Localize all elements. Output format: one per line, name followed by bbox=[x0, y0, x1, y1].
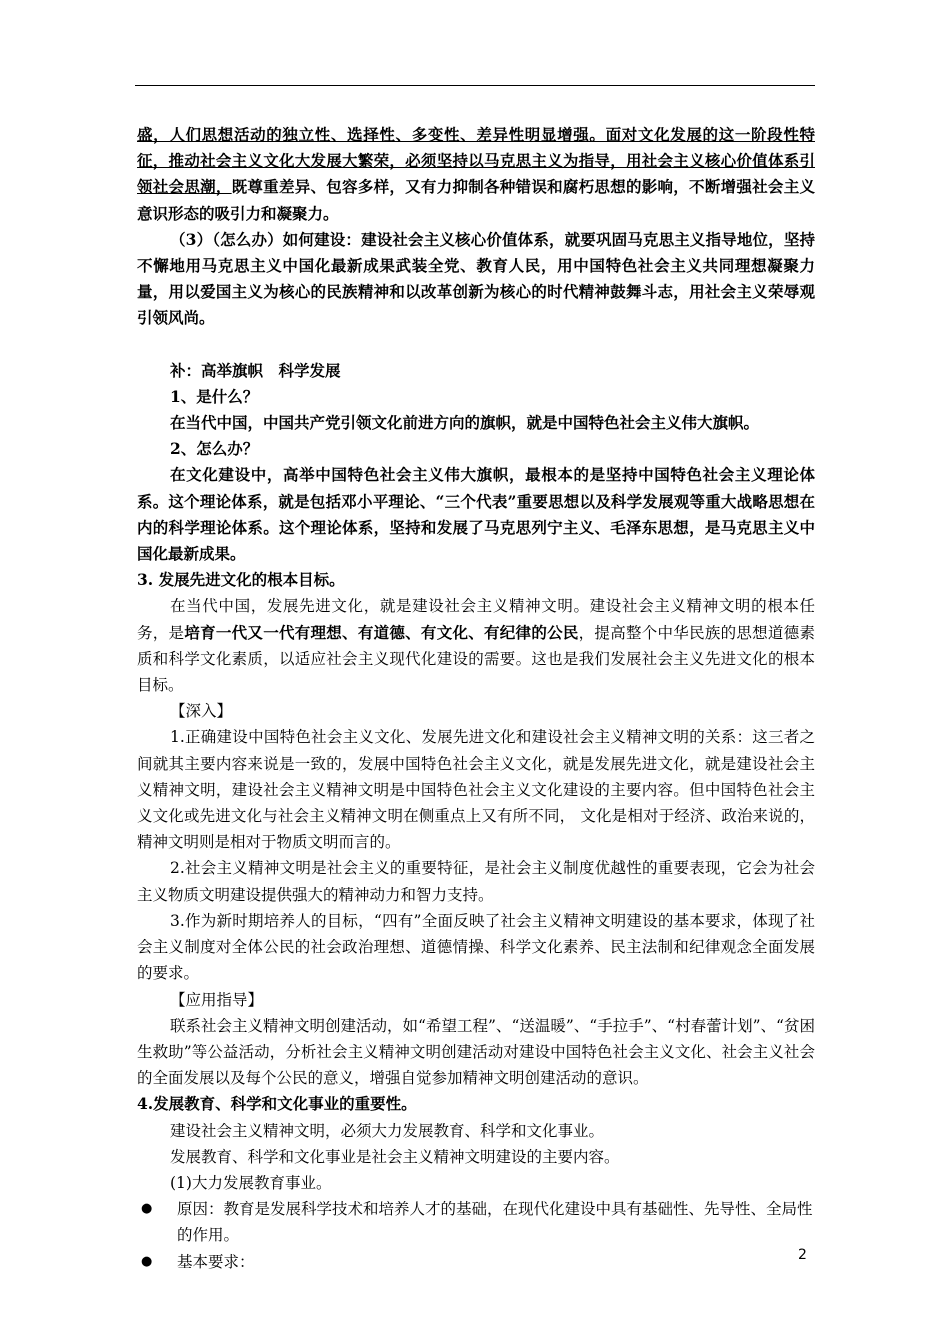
section-4-paragraph-3: (1)大力发展教育事业。 bbox=[170, 1173, 332, 1192]
section-4-paragraph-2: 发展教育、科学和文化事业是社会主义精神文明建设的主要内容。 bbox=[170, 1147, 620, 1166]
bullet-text: 基本要求： bbox=[177, 1252, 255, 1271]
bullet-text: 原因：教育是发展科学技术和培养人才的基础，在现代化建设中具有基础性、先导性、全局性的作用。 bbox=[177, 1200, 813, 1245]
header-rule bbox=[135, 85, 815, 86]
deep-item-1: 1.正确建设中国特色社会主义文化、发展先进文化和建设社会主义精神文明的关系：这三者之间就其主要内容来说是一致的，发展中国特色社会主义文化，就是发展先进文化，就是建设社会主义精神文明，建设社会主义精神文明是中国特色社会主义文化建设的主要内容。但中国特色社会主义文化或先进文化与社会主义精神文明在侧重点上又有所不同， 文化是相对于经济、政治来说的，精神文明则是相对于物质文明而言的。 bbox=[137, 728, 815, 852]
supplement-answer-2: 在文化建设中，高举中国特色社会主义伟大旗帜，最根本的是坚持中国特色社会主义理论体系。这个理论体系，就是包括邓小平理论、“三个代表”重要思想以及科学发展观等重大战略思想在内的科学理论体系。这个理论体系，坚持和发展了马克思列宁主义、毛泽东思想，是马克思主义中国化最新成果。 bbox=[137, 465, 815, 564]
page-number: 2 bbox=[798, 1247, 807, 1263]
underlined-text: 盛，人们思想活动的独立性、选择性、多变性、差异性明显增强。面对文化发展的这一阶段性特征，推动社会主义文化大发展大繁荣，必须坚持以马克思主义为指导，用社会主义核心价值体系引领社会思潮， bbox=[137, 125, 815, 197]
paragraph-how-to-build: （3）（怎么办）如何建设：建设社会主义核心价值体系，就要巩固马克思主义指导地位，坚持不懈地用马克思主义中国化最新成果武装全党、教育人民，用中国特色社会主义共同理想凝聚力量，用以爱国主义为核心的民族精神和以改革创新为核心的时代精神鼓舞斗志，用社会主义荣辱观引领风尚。 bbox=[137, 229, 815, 328]
bullet-icon: ● bbox=[141, 1201, 153, 1217]
section-3-title: 3. 发展先进文化的根本目标。 bbox=[137, 570, 345, 590]
bullet-icon: ● bbox=[141, 1253, 153, 1269]
guide-paragraph: 联系社会主义精神文明创建活动，如“希望工程”、“送温暖”、“手拉手”、“村春蕾计划”、“贫困生救助”等公益活动，分析社会主义精神文明创建活动对建设中国特色社会主义文化、社会主义社会的全面发展以及每个公民的意义，增强自觉参加精神文明创建活动的意识。 bbox=[137, 1016, 815, 1088]
text-a: 在当代中国，发展先进文化，就是建设社会主义精神文明。建设社会主义精神文明的根本任务，是 bbox=[137, 597, 815, 642]
supplement-question-2: 2、怎么办？ bbox=[170, 439, 259, 459]
section-4-paragraph-1: 建设社会主义精神文明，必须大力发展教育、科学和文化事业。 bbox=[170, 1121, 605, 1140]
supplement-title: 补：高举旗帜 科学发展 bbox=[170, 360, 341, 380]
guide-title: 【应用指导】 bbox=[170, 990, 264, 1009]
paragraph-text: 既尊重差异、包容多样，又有力抑制各种错误和腐朽思想的影响，不断增强社会主义意识形态的吸引力和凝聚力。 bbox=[137, 177, 815, 223]
document-body bbox=[137, 122, 815, 1275]
section-3-paragraph bbox=[137, 593, 815, 698]
bold-text: 培育一代又一代有理想、有道德、有文化、有纪律的公民 bbox=[184, 622, 579, 642]
paragraph-cont bbox=[137, 122, 815, 227]
section-4-title: 4.发展教育、科学和文化事业的重要性。 bbox=[137, 1094, 417, 1114]
text-c: ，提高整个中华民族的思想道德素质和科学文化素质，以适应社会主义现代化建设的需要。这也是我们发展社会主义先进文化的根本目标。 bbox=[137, 623, 815, 695]
supplement-question-1: 1、是什么？ bbox=[170, 386, 259, 406]
deep-item-2: 2.社会主义精神文明是社会主义的重要特征，是社会主义制度优越性的重要表现，它会为社会主义物质文明建设提供强大的精神动力和智力支持。 bbox=[137, 859, 815, 904]
supplement-answer-1: 在当代中国，中国共产党引领文化前进方向的旗帜，就是中国特色社会主义伟大旗帜。 bbox=[170, 413, 760, 433]
deep-item-3: 3.作为新时期培养人的目标，“四有”全面反映了社会主义精神文明建设的基本要求，体现了社会主义制度对全体公民的社会政治理想、道德情操、科学文化素养、民主法制和纪律观念全面发展的要求。 bbox=[137, 911, 815, 983]
deep-title: 【深入】 bbox=[170, 702, 233, 721]
bullet-item bbox=[137, 1196, 815, 1248]
spacer bbox=[137, 332, 815, 358]
bullet-item bbox=[137, 1249, 815, 1275]
